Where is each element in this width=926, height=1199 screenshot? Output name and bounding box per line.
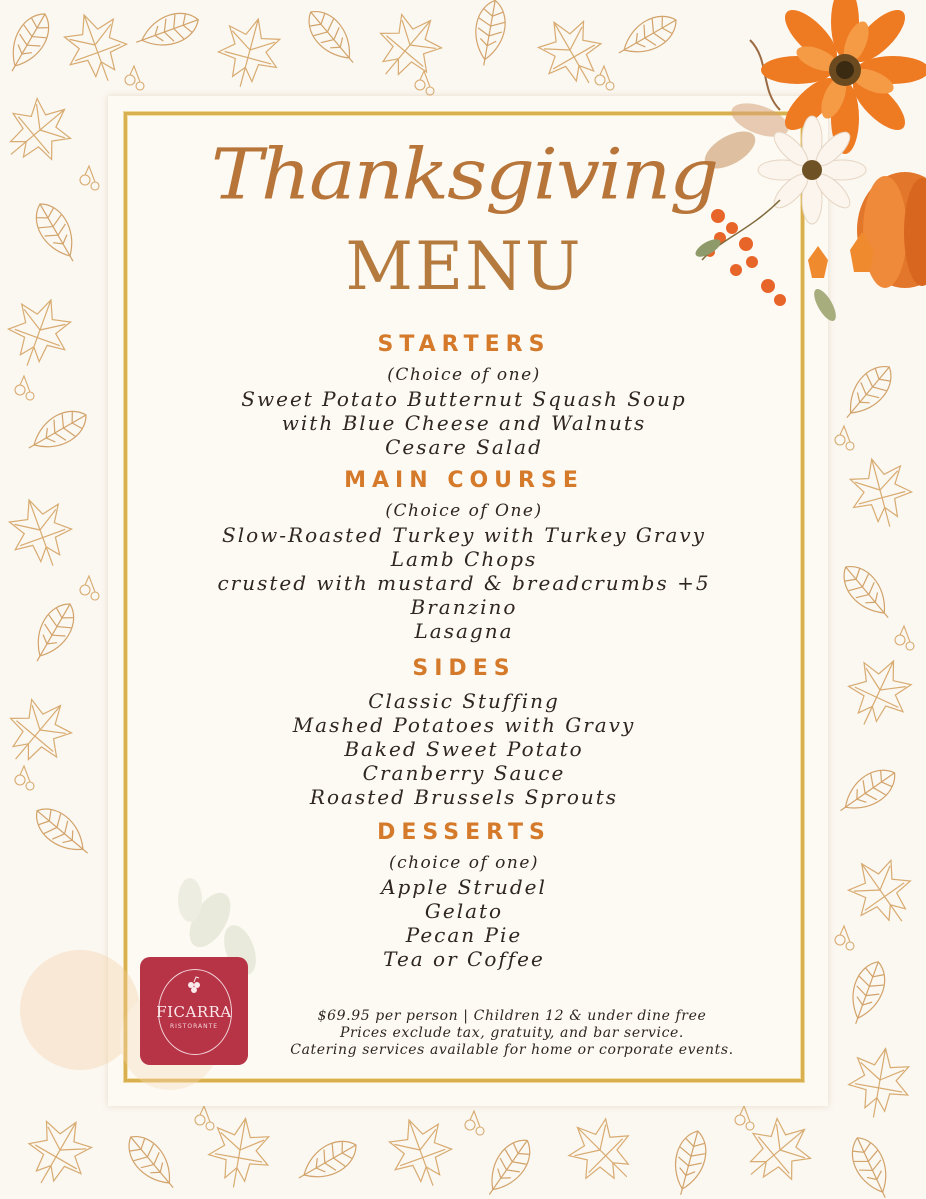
menu-item: Cesare Salad xyxy=(385,435,543,459)
menu-item: Branzino xyxy=(410,595,518,619)
grape-icon xyxy=(184,975,204,997)
price-line: $69.95 per person | Children 12 & under dine free xyxy=(317,1008,707,1024)
menu-item: Cranberry Sauce xyxy=(362,761,566,785)
section-note: (Choice of one) xyxy=(387,365,541,385)
section-sides xyxy=(128,656,800,809)
menu-item: Slow-Roasted Turkey with Turkey Gravy xyxy=(222,523,706,547)
title-script: Thanksgiving xyxy=(210,134,718,216)
section-starters xyxy=(128,332,800,459)
title-menu: MENU xyxy=(345,228,583,305)
section-heading: STARTERS xyxy=(377,332,551,357)
menu-item: Pecan Pie xyxy=(405,923,523,947)
menu-item: Baked Sweet Potato xyxy=(344,737,584,761)
menu-item: with Blue Cheese and Walnuts xyxy=(281,411,647,435)
tax-note: Prices exclude tax, gratuity, and bar service. xyxy=(340,1025,684,1041)
section-heading: SIDES xyxy=(412,656,516,681)
menu-item: Tea or Coffee xyxy=(383,947,545,971)
section-note: (choice of one) xyxy=(388,853,540,873)
section-heading: DESSERTS xyxy=(377,820,551,845)
section-note: (Choice of One) xyxy=(385,501,543,521)
menu-item: Sweet Potato Butternut Squash Soup xyxy=(241,387,687,411)
menu-item: Roasted Brussels Sprouts xyxy=(309,785,619,809)
menu-item: Apple Strudel xyxy=(381,875,547,899)
menu-item: crusted with mustard & breadcrumbs +5 xyxy=(217,571,711,595)
menu-item: Lamb Chops xyxy=(390,547,538,571)
menu-item: Mashed Potatoes with Gravy xyxy=(292,713,636,737)
section-heading: MAIN COURSE xyxy=(344,468,584,493)
section-main-course xyxy=(128,468,800,643)
logo-name: FICARRA xyxy=(156,1003,232,1021)
menu-item: Gelato xyxy=(424,899,504,923)
menu-footer xyxy=(262,1008,762,1059)
catering-note: Catering services available for home or corporate events. xyxy=(290,1042,734,1058)
section-desserts xyxy=(128,820,800,971)
restaurant-logo xyxy=(140,957,248,1065)
logo-subtitle: RISTORANTE xyxy=(169,1023,219,1030)
menu-item: Lasagna xyxy=(414,619,514,643)
menu-item: Classic Stuffing xyxy=(368,689,560,713)
